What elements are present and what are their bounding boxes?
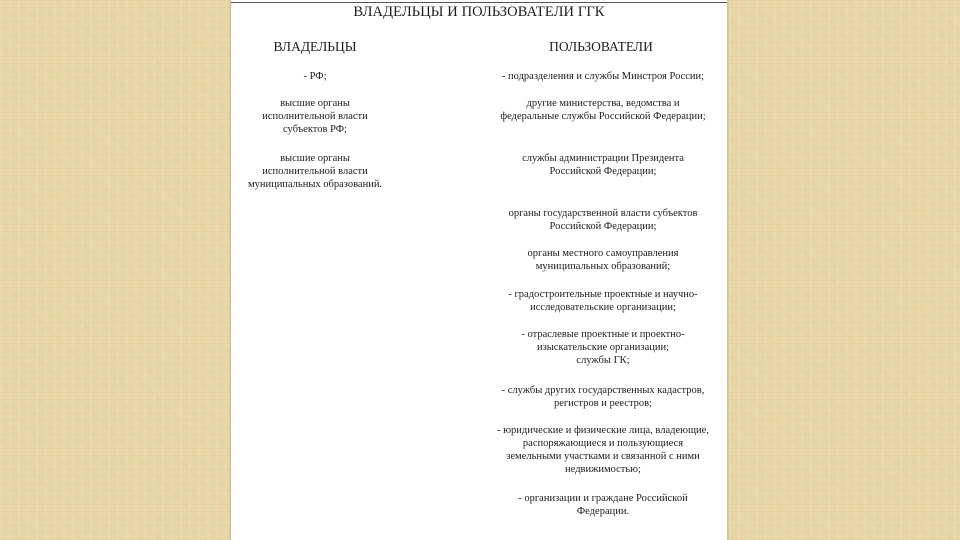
users-item-other-ministries: другие министерства, ведомства и федеральные службы Российской Федерации; (500, 98, 706, 122)
users-item-local-self-government: органы местного самоуправления муниципальных образований; (527, 248, 679, 272)
users-item-minstroy: - подразделения и службы Минстроя России; (501, 71, 705, 82)
document-page (231, 0, 727, 540)
users-heading: ПОЛЬЗОВАТЕЛИ (549, 39, 653, 54)
users-item-presidential-administration: службы администрации Президента Российской Федерации; (522, 153, 684, 177)
owners-item-municipal-executive: высшие органы исполнительной власти муниципальных образований. (247, 153, 383, 190)
top-rule (231, 2, 727, 3)
users-item-subject-authorities: органы государственной власти субъектов Российской Федерации; (508, 208, 698, 232)
users-item-other-cadastres: - службы других государственных кадастров, регистров и реестров; (501, 385, 705, 409)
users-item-sectoral-design-orgs: - отраслевые проектные и проектно- изыскательские организации; службы ГК; (521, 329, 685, 366)
users-item-urban-planning-orgs: - градостроительные проектные и научно- исследовательские организации; (508, 289, 698, 313)
users-item-organizations-citizens: - организации и граждане Российской Федерации. (518, 493, 688, 517)
owners-item-subject-executive: высшие органы исполнительной власти субъектов РФ; (262, 98, 368, 135)
owners-item-federation: - РФ; (303, 71, 327, 82)
owners-heading: ВЛАДЕЛЬЦЫ (273, 39, 357, 54)
document-title: ВЛАДЕЛЬЦЫ И ПОЛЬЗОВАТЕЛИ ГГК (353, 4, 605, 20)
users-item-legal-natural-persons: - юридические и физические лица, владеющие, распоряжающиеся и пользующиеся земельными участками и связанной с ними недвижимостью; (497, 425, 709, 475)
